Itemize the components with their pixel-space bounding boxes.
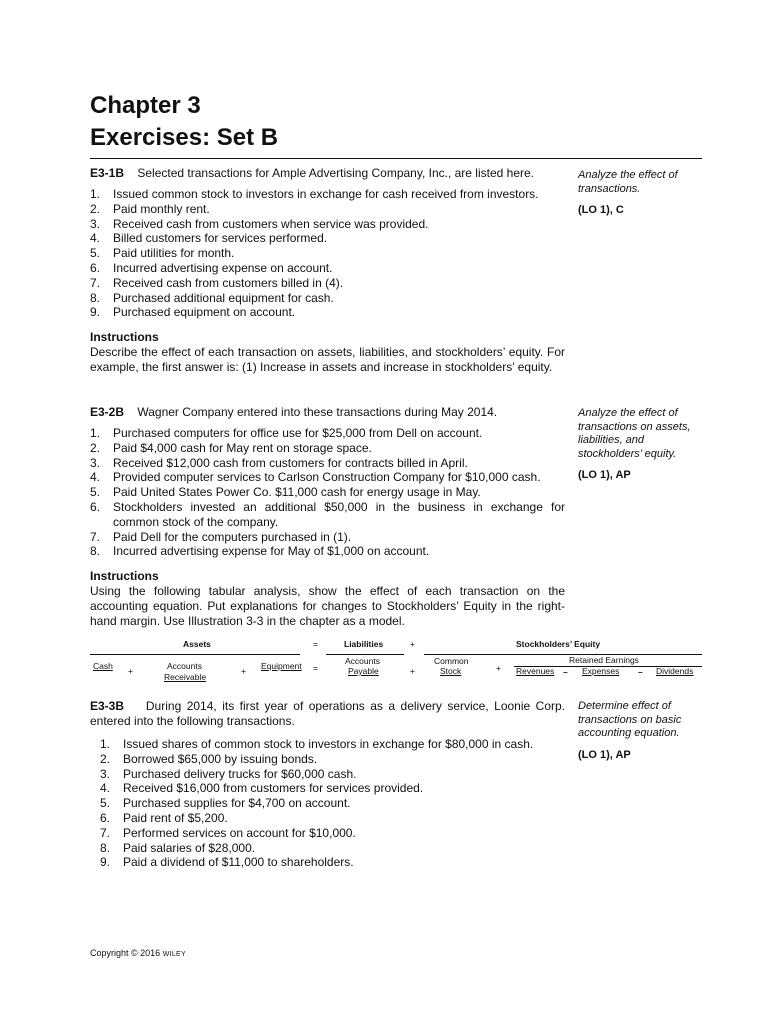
col-cs-line2: Stock [440, 666, 462, 676]
list-item: 1. Issued common stock to investors in exchange for cash received from investors. [90, 187, 539, 201]
exercise-e3-2b [90, 405, 565, 629]
liabilities-rule [326, 654, 404, 655]
list-item: 1. Issued shares of common stock to investors in exchange for $80,000 in cash. [100, 737, 534, 751]
col-ap-line2: Payable [348, 666, 379, 676]
exercise-head [90, 405, 565, 420]
instructions-text: Describe the effect of each transaction on assets, liabilities, and stockholders’ equity. For example, the first answer is: (1) Increase in assets and increase in stockholders’ equity. [90, 345, 565, 375]
col-ap-line1: Accounts [345, 656, 380, 666]
exercise-intro: Wagner Company entered into these transactions during May 2014. [137, 405, 498, 419]
set-title: Exercises: Set B [90, 124, 279, 151]
lo-tag: (LO 1), AP [578, 469, 631, 481]
exercise-intro: During 2014, its first year of operations as a delivery service, Loonie Corp. entered into the following transactions. [90, 699, 565, 728]
copyright-footer [90, 948, 186, 958]
plus-sign: + [128, 666, 133, 676]
list-item: 3. Received $12,000 cash from customers for contracts billed in April. [90, 455, 468, 470]
transaction-list [90, 426, 565, 559]
equals-sign: = [313, 639, 318, 649]
col-equipment: Equipment [261, 661, 302, 671]
minus-sign: – [563, 667, 568, 677]
col-stockholders-equity: Stockholders’ Equity [516, 639, 601, 649]
learning-objective: Analyze the effect of transactions on assets, liabilities, and stockholders’ equity. [578, 407, 691, 460]
plus-sign: + [496, 663, 501, 673]
learning-objective: Analyze the effect of transactions. [578, 169, 678, 195]
exercise-code: E3-1B [90, 166, 125, 180]
list-item: 5. Paid United States Power Co. $11,000 cash for energy usage in May. [90, 485, 481, 500]
instructions-heading: Instructions [90, 569, 159, 584]
exercise-code: E3-3B [90, 699, 125, 713]
header-rule [90, 158, 702, 159]
chapter-title: Chapter 3 [90, 92, 201, 119]
transaction-list [90, 187, 565, 320]
equals-sign: = [313, 663, 318, 673]
copyright-text: Copyright © 2016 [90, 948, 163, 958]
margin-note-e3-2b [578, 407, 698, 483]
col-expenses: Expenses [582, 666, 620, 676]
list-item: 8. Incurred advertising expense for May of $1,000 on account. [90, 544, 430, 559]
list-item: 8. Purchased additional equipment for cash. [90, 290, 334, 305]
lo-tag: (LO 1), C [578, 204, 624, 216]
list-item: 5. Purchased supplies for $4,700 on account. [100, 796, 351, 811]
col-cash: Cash [93, 661, 113, 671]
col-ar-line2: Receivable [164, 672, 207, 682]
assets-rule [90, 654, 300, 655]
list-item: 7. Received cash from customers billed in (4). [90, 275, 344, 290]
list-item: 8. Paid salaries of $28,000. [100, 840, 256, 855]
exercise-e3-1b [90, 166, 565, 375]
list-item: 9. Paid a dividend of $11,000 to shareholders. [100, 855, 354, 870]
list-item: 7. Paid Dell for the computers purchased in (1). [90, 529, 352, 544]
list-item: 6. Incurred advertising expense on account. [90, 260, 333, 275]
list-item: 6. Paid rent of $5,200. [100, 810, 228, 825]
col-ar-line1: Accounts [167, 661, 202, 671]
equity-rule [424, 654, 702, 655]
exercise-code: E3-2B [90, 405, 125, 419]
list-item: 7. Performed services on account for $10,000. [100, 825, 356, 840]
exercise-e3-3b [90, 699, 565, 870]
col-revenues: Revenues [516, 666, 555, 676]
transaction-list [90, 737, 565, 870]
lo-tag: (LO 1), AP [578, 748, 631, 761]
list-item: 4. Billed customers for services performed. [90, 231, 328, 246]
publisher-name: WILEY [162, 951, 186, 958]
list-item: 2. Paid monthly rent. [90, 201, 210, 216]
list-item: 4. Received $16,000 from customers for services provided. [100, 781, 424, 796]
list-item: 2. Paid $4,000 cash for May rent on storage space. [90, 440, 372, 455]
list-item: 6. Stockholders invested an additional $50,000 in the business in exchange for common stock of the company. [90, 499, 565, 529]
minus-sign: – [638, 667, 643, 677]
list-item: 3. Received cash from customers when service was provided. [90, 216, 429, 231]
col-liabilities: Liabilities [344, 639, 384, 649]
list-item: 1. Purchased computers for office use for $25,000 from Dell on account. [90, 426, 483, 440]
learning-objective: Determine effect of transactions on basic accounting equation. [578, 700, 682, 739]
exercise-head [90, 699, 565, 729]
margin-note-e3-1b [578, 169, 698, 218]
plus-sign: + [410, 666, 415, 676]
margin-note-e3-3b [578, 700, 698, 762]
exercise-head [90, 166, 565, 181]
plus-sign: + [241, 666, 246, 676]
retained-earnings-label: Retained Earnings [569, 655, 639, 665]
exercise-intro: Selected transactions for Ample Advertising Company, Inc., are listed here. [137, 166, 535, 180]
instructions-heading: Instructions [90, 330, 159, 345]
instructions-text: Using the following tabular analysis, show the effect of each transaction on the accounting equation. Put explanations for changes to Stockholders’ Equity in the right-hand margin. Use Illustration 3-3 in the chapter as a model. [90, 584, 565, 629]
list-item: 9. Purchased equipment on account. [90, 305, 296, 320]
list-item: 4. Provided computer services to Carlson Construction Company for $10,000 cash. [90, 470, 541, 485]
col-dividends: Dividends [656, 666, 694, 676]
list-item: 5. Paid utilities for month. [90, 246, 235, 261]
col-assets: Assets [183, 639, 211, 649]
page-header [90, 90, 702, 154]
plus-sign: + [410, 639, 415, 649]
col-cs-line1: Common [434, 656, 469, 666]
list-item: 2. Borrowed $65,000 by issuing bonds. [100, 751, 318, 766]
list-item: 3. Purchased delivery trucks for $60,000 cash. [100, 766, 357, 781]
